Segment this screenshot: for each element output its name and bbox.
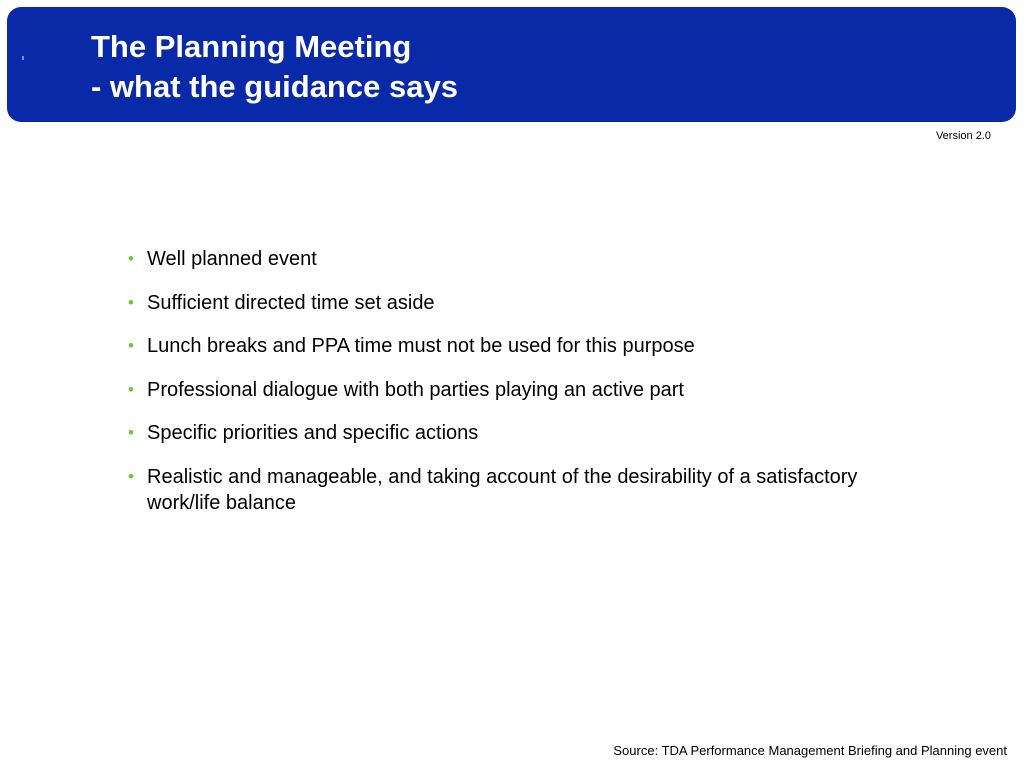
bullet-icon: • [128,292,134,312]
bullet-text: Realistic and manageable, and taking account of the desirability of a satisfactory work/life balance [147,465,858,514]
bullet-item [128,333,858,359]
bullet-text: Specific priorities and specific actions [147,422,479,444]
bullet-text: Professional dialogue with both parties playing an active part [147,378,684,401]
bullet-text: Sufficient directed time set aside [147,291,435,314]
corner-mark [22,56,24,60]
version-label: Version 2.0 [935,130,991,142]
bullet-list [128,246,858,533]
bullet-icon: • [128,423,134,442]
slide-title-line-2: - what the guidance says [91,69,458,104]
bullet-icon: • [128,466,134,486]
bullet-icon: • [128,379,134,399]
bullet-text: Well planned event [147,248,317,270]
source-citation: Source: TDA Performance Management Briefing and Planning event [613,743,1007,758]
bullet-item [128,464,858,516]
bullet-item [128,290,858,316]
bullet-item [128,246,858,272]
bullet-item [128,377,858,403]
bullet-item [128,420,858,446]
bullet-icon: • [128,336,134,355]
bullet-icon: • [128,249,134,268]
slide-title [91,27,458,107]
slide-title-line-1: The Planning Meeting [91,29,412,64]
bullet-text: Lunch breaks and PPA time must not be used for this purpose [147,335,695,357]
